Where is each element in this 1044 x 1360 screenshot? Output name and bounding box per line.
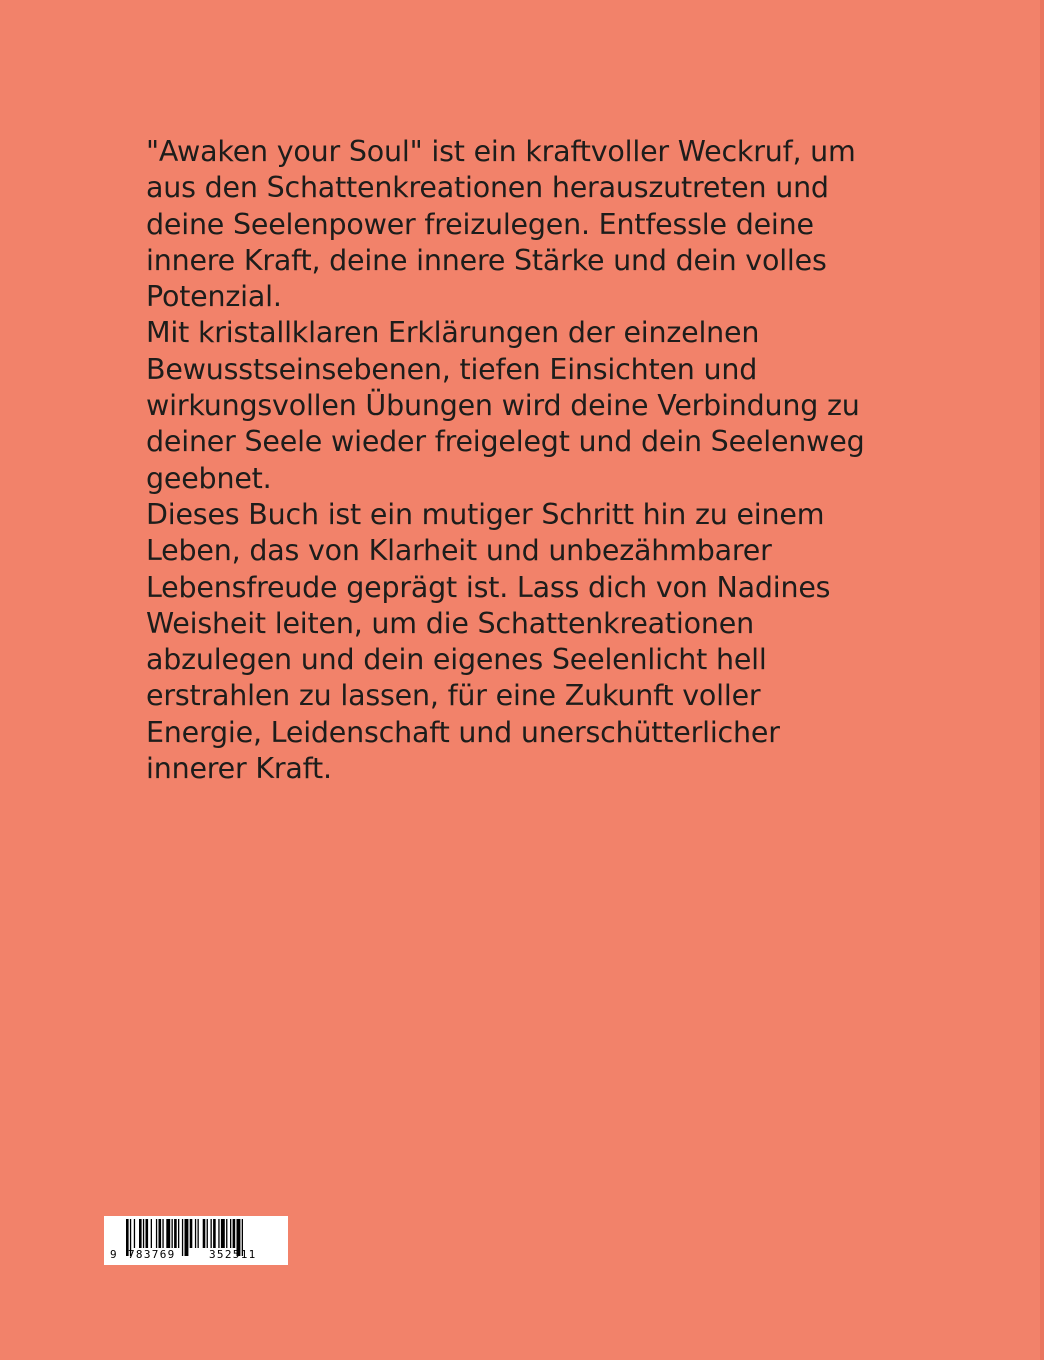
barcode-bar (162, 1219, 163, 1248)
blurb-line: innerer Kraft. (146, 752, 332, 786)
barcode-bar (174, 1219, 177, 1248)
barcode-bar (143, 1219, 144, 1248)
barcode-bar (221, 1219, 225, 1248)
blurb-line: Energie, Leidenschaft und unerschütterlicher (146, 715, 780, 749)
barcode-bar (156, 1219, 157, 1248)
barcode-bar (226, 1219, 227, 1248)
barcode-bar (139, 1219, 142, 1248)
blurb-line: wirkungsvollen Übungen wird deine Verbindung zu (146, 389, 860, 423)
barcode-left-digits: 783769 (128, 1248, 176, 1261)
blurb-line: Potenzial. (146, 280, 282, 314)
blurb-line: Mit kristallklaren Erklärungen der einzelnen (146, 316, 760, 350)
barcode-bar (178, 1219, 179, 1248)
blurb-line: Bewusstseinsebenen, tiefen Einsichten und (146, 352, 758, 386)
barcode-bar (233, 1219, 236, 1248)
barcode-bar (230, 1219, 231, 1248)
barcode-right-digits: 352511 (209, 1248, 257, 1261)
blurb-line: erstrahlen zu lassen, für eine Zukunft voller (146, 679, 761, 713)
blurb-line: abzulegen und dein eigenes Seelenlicht hell (146, 643, 767, 677)
cover-edge (1040, 0, 1044, 1360)
barcode-bar (211, 1219, 212, 1248)
blurb-line: "Awaken your Soul" ist ein kraftvoller Weckruf, um (146, 135, 856, 168)
barcode-bar (207, 1219, 208, 1248)
barcode-bar (185, 1219, 189, 1256)
barcode-bar (218, 1219, 219, 1248)
barcode-bar (190, 1219, 193, 1248)
blurb-line: deine Seelenpower freizulegen. Entfessle deine (146, 207, 814, 241)
barcode-bar (134, 1219, 135, 1248)
barcode-bar (159, 1219, 162, 1248)
barcode-bar (166, 1219, 170, 1248)
blurb-line: Leben, das von Klarheit und unbezähmbarer (146, 534, 772, 568)
blurb-text (146, 134, 906, 787)
barcode-first-digit: 9 (110, 1248, 117, 1261)
blurb-line: Dieses Buch ist ein mutiger Schritt hin zu einem (146, 497, 825, 531)
barcode-bar (172, 1219, 173, 1248)
blurb-line: geebnet. (146, 461, 272, 495)
barcode-bar (203, 1219, 206, 1248)
barcode-bar (146, 1219, 149, 1248)
barcode-bar (195, 1219, 196, 1248)
blurb-line: innere Kraft, deine innere Stärke und dein volles (146, 243, 827, 277)
blurb-line: deiner Seele wieder freigelegt und dein Seelenweg (146, 425, 865, 459)
barcode-bar (151, 1219, 152, 1248)
barcode-bar (182, 1219, 183, 1256)
isbn-barcode (104, 1216, 288, 1265)
blurb-line: Lebensfreude geprägt ist. Lass dich von Nadines (146, 570, 831, 604)
blurb-line: Weisheit leiten, um die Schattenkreationen (146, 606, 754, 640)
barcode-bar (213, 1219, 216, 1248)
blurb-line: aus den Schattenkreationen herauszutreten und (146, 171, 829, 205)
barcode-bar (198, 1219, 199, 1248)
